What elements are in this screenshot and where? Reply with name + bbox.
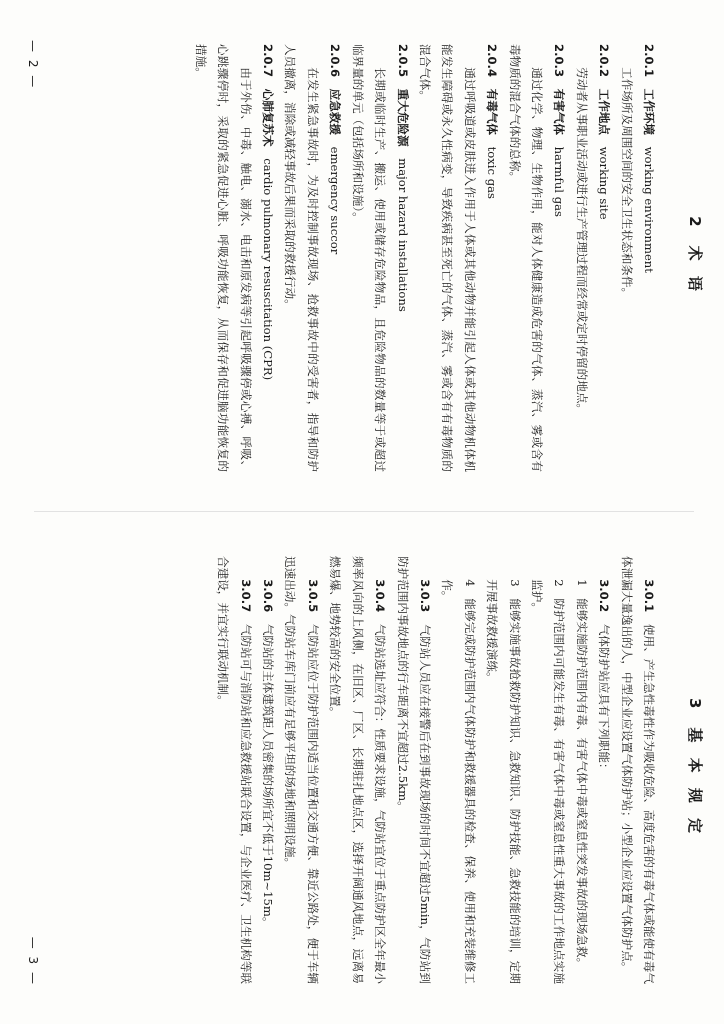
term-id: 2.0.5	[395, 44, 410, 78]
clause	[593, 556, 615, 984]
term-definition: 在发生紧急事故时，为及时控制事故现场、抢救事故中的受害者，指导和防护人员撤离，消除或减轻事故后果而采取的救援行动。	[283, 44, 320, 472]
term-english: cardio pulmonary resuscitation (CPR)	[261, 158, 276, 381]
chapter-title: 基 本 规 定	[686, 727, 704, 839]
terms-body	[189, 44, 660, 472]
sub-clause	[526, 556, 571, 984]
clause-id: 3.0.7	[238, 579, 253, 613]
term-entry	[638, 44, 660, 472]
term-entry	[593, 44, 615, 472]
sub-clause-number: 3	[507, 579, 522, 587]
right-page	[0, 512, 724, 1024]
sub-clause-text: 防护范围内可能发生有毒、有害气体中毒或窒息性重大事故的工作地点实施监护。	[529, 579, 567, 984]
term-title: 应急救援	[328, 88, 343, 136]
chapter-heading-terms	[685, 0, 706, 512]
sub-clause-text: 能够完成防护范围内气体防护和救援器具的检查、保养、使用和充装维修工作。	[440, 579, 477, 984]
sub-clause	[436, 556, 481, 984]
term-definition: 通过化学、物理、生物作用，能对人体健康造成危害的气体、蒸汽、雾或含有毒物质的混合气体的总称。	[507, 44, 544, 472]
term-english: harmful gas	[552, 146, 567, 217]
term-definition: 长期或临时生产、搬运、使用或储存危险物品，且危险物品的数量等于或超过临界量的单元（包括场所和设施）。	[350, 44, 388, 472]
clause	[324, 556, 391, 984]
term-definition: 工作场所及周围空间的安全卫生状态和条件。	[619, 67, 634, 300]
clause-text: 气防站可与消防站和应急救援站联合设置，与企业医疗、卫生机构等联合建设，并宜实行联动机制。	[216, 556, 253, 984]
term-title: 重大危险源	[395, 88, 410, 147]
term-english: working environment	[642, 146, 656, 273]
sub-clause-text: 能够实施防护范围内有毒、有害气体中毒或窒息性突发事故的现场急救。	[574, 598, 589, 970]
term-definition: 劳动者从事职业活动或进行生产管理过程而经常或定时停留的地点。	[574, 67, 589, 416]
sub-clause-text: 能够实施事故抢救防护知识、急救知识、防护技能、急救技能的培训，定期开展事故救援演练。	[485, 579, 522, 984]
provisions-body	[212, 556, 660, 984]
term-title: 工作环境	[642, 88, 656, 136]
term-entry	[257, 44, 279, 472]
term-entry	[548, 44, 570, 472]
term-title: 有毒气体	[485, 88, 500, 136]
clause	[391, 556, 436, 984]
term-definition: 通过呼吸道或皮肤进入作用于人体或其他动物并能引起人体或其他动物机体机能发生障碍或永久性病变，导致疾病甚至死亡的气体、蒸汽、雾或含有有毒物质的混合气体。	[417, 44, 477, 472]
term-entry	[481, 44, 503, 472]
clause-text: 气防站的主体建筑距人员密集的场所宜不低于10m~15m。	[261, 623, 276, 929]
clause-id: 3.0.2	[597, 579, 612, 613]
clause-id: 3.0.5	[305, 579, 320, 613]
term-entry	[324, 44, 346, 472]
term-id: 2.0.2	[597, 44, 612, 78]
chapter-number: 3	[686, 697, 704, 714]
clause-text: 气防站人员应在接警后在到事故现场的时间不宜超过5min，气防站到防护范围内事故地点的行车距离不宜超过2.5km。	[395, 556, 432, 984]
clause	[615, 556, 660, 984]
sub-clause	[481, 556, 526, 984]
sub-clause-number: 2	[552, 579, 567, 587]
clause-text: 气防站应位于防护范围内适当位置和交通方便、靠近公路处，便于车辆迅速出动。气防站车库门前应有足够平坦的场地和照明设施。	[283, 556, 320, 984]
term-title: 有害气体	[552, 88, 567, 136]
chapter-heading-basic-provisions	[685, 512, 706, 1024]
chapter-number: 2	[686, 216, 704, 232]
term-english: toxic gas	[485, 146, 500, 199]
sub-clause	[570, 556, 592, 984]
term-english: major hazard installations	[395, 158, 410, 312]
page-number: — 3 —	[26, 936, 40, 986]
term-id: 2.0.6	[328, 44, 343, 78]
sub-clause-number: 1	[574, 579, 589, 587]
term-english: working site	[597, 146, 612, 220]
term-id: 2.0.1	[642, 44, 656, 78]
clause	[279, 556, 324, 984]
chapter-title: 术 语	[686, 245, 704, 296]
term-title: 工作地点	[597, 88, 612, 136]
clause-text: 气防站选址应符合：性质要求设施，气防站宜位于重点防护区全年最小频率风向的上风侧，在旧区、厂区、长期驻扎地点区，选择开阔通风地点，远离易燃易爆、地势较高的安全位置。	[328, 556, 388, 984]
clause	[212, 556, 257, 984]
term-title: 心肺复苏术	[261, 88, 276, 147]
clause	[257, 556, 279, 984]
clause-id: 3.0.4	[373, 579, 388, 613]
term-id: 2.0.3	[552, 44, 567, 78]
clause-id: 3.0.1	[642, 579, 656, 613]
clause-text: 气体防护站应具有下列职能：	[597, 623, 612, 775]
term-id: 2.0.7	[261, 44, 276, 78]
term-entry	[391, 44, 413, 472]
term-definition: 由于外伤、中毒、触电、溺水、电击和原发病等引起呼吸骤停或心搏、呼吸、心跳骤停时，采取的紧急促进心脏、呼吸功能恢复，从而保存和促进脑功能恢复的措施。	[193, 44, 253, 472]
sub-clause-number: 4	[462, 579, 477, 587]
term-english: emergency succor	[328, 146, 343, 255]
page-number: — 2 —	[26, 40, 40, 90]
clause-id: 3.0.6	[261, 579, 276, 613]
clause-text: 使用、产生急性毒性作为吸收危险、高度危害的有毒气体或能使有毒气体泄漏大量逸出的人，中型企业应设置气体防护站；小型企业应设置气体防护点。	[619, 556, 656, 984]
clause-id: 3.0.3	[417, 579, 432, 613]
term-id: 2.0.4	[485, 44, 500, 78]
